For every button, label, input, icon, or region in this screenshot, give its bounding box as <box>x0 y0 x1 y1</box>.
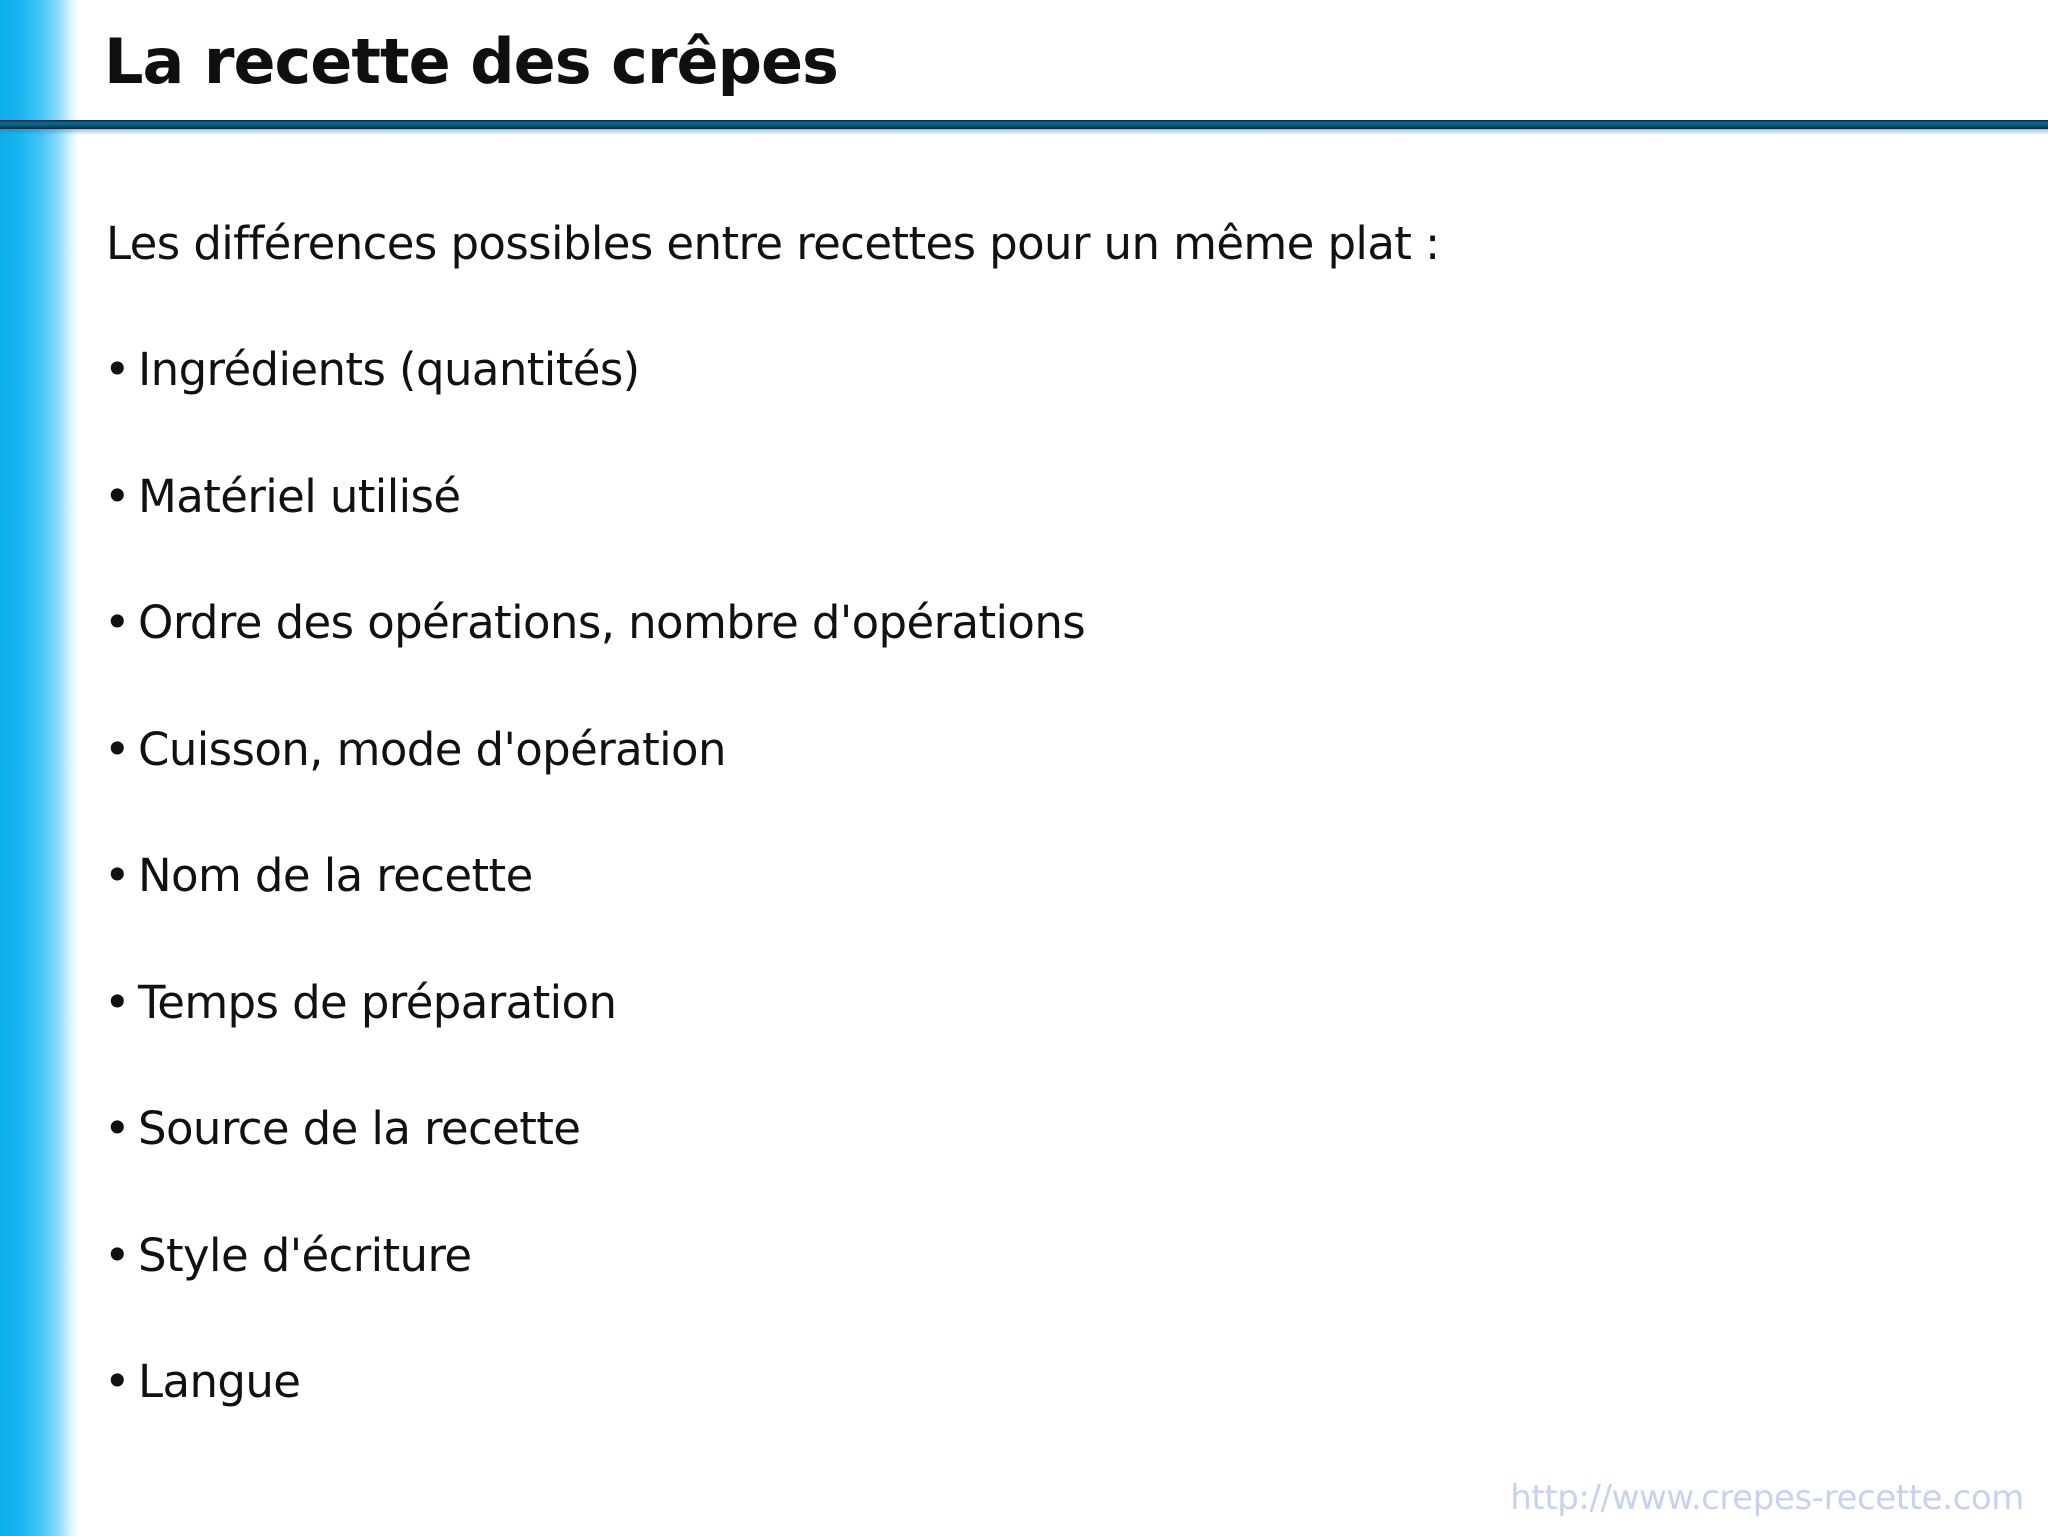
bullet-text: Ordre des opérations, nombre d'opérations <box>138 596 1086 649</box>
bullet-item-temps <box>104 973 1085 1100</box>
bullet-text: Matériel utilisé <box>138 469 461 523</box>
bullet-item-style <box>104 1226 1085 1353</box>
bullet-icon: • <box>104 975 130 1029</box>
bullet-text: Langue <box>138 1355 301 1408</box>
bullet-icon: • <box>104 849 130 902</box>
slide-title: La recette des crêpes <box>104 25 838 98</box>
bullet-icon: • <box>104 1102 130 1155</box>
bullet-icon: • <box>104 722 130 776</box>
left-blue-stripe <box>0 0 78 1536</box>
bullet-icon: • <box>104 1228 130 1282</box>
bullet-text: Source de la recette <box>138 1102 581 1155</box>
bullet-item-cuisson <box>104 720 1085 847</box>
bullet-item-materiel <box>104 467 1085 594</box>
title-divider-shadow <box>0 129 2048 135</box>
bullet-item-nom <box>104 846 1085 973</box>
bullet-icon: • <box>104 1355 130 1408</box>
bullet-text: Cuisson, mode d'opération <box>138 722 726 776</box>
bullet-list <box>104 340 1085 1479</box>
bullet-item-langue <box>104 1352 1085 1479</box>
bullet-icon: • <box>104 343 130 396</box>
bullet-item-ordre <box>104 593 1085 720</box>
bullet-text: Style d'écriture <box>138 1228 472 1282</box>
title-divider <box>0 120 2048 129</box>
bullet-icon: • <box>104 469 130 523</box>
bullet-text: Ingrédients (quantités) <box>138 343 640 396</box>
bullet-icon: • <box>104 596 130 649</box>
footer-url: http://www.crepes-recette.com <box>1510 1478 2024 1518</box>
intro-text: Les différences possibles entre recettes pour un même plat : <box>106 217 1440 270</box>
bullet-item-source <box>104 1099 1085 1226</box>
bullet-item-ingredients <box>104 340 1085 467</box>
bullet-text: Nom de la recette <box>138 849 533 902</box>
bullet-text: Temps de préparation <box>138 975 617 1029</box>
